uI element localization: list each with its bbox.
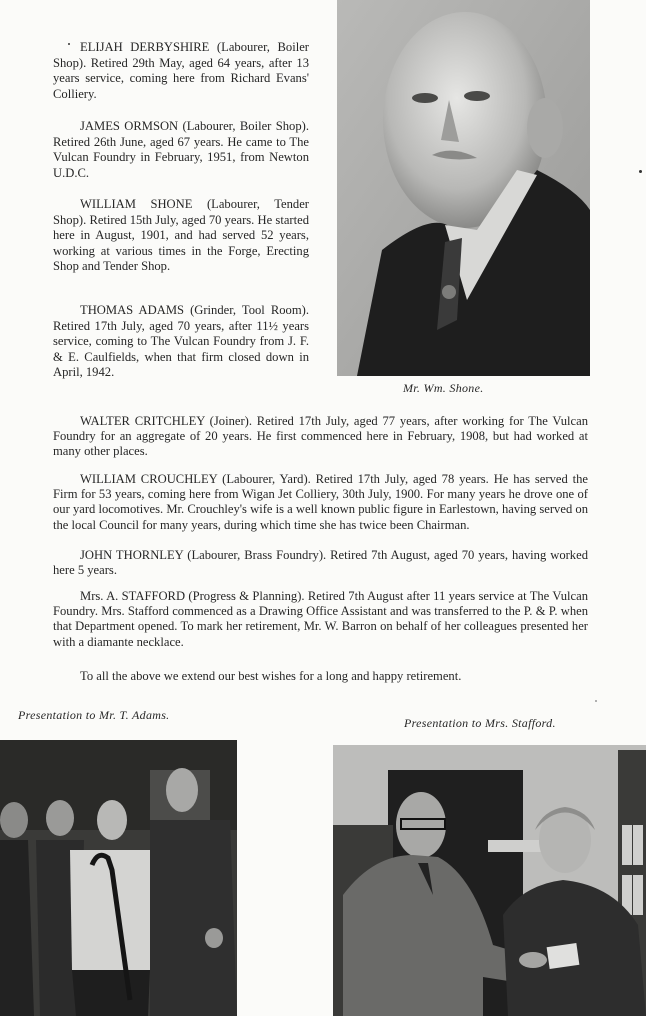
entry-mrs-stafford: Mrs. A. STAFFORD (Progress & Planning). Retired 7th August after 11 years service at The Vulcan Foundry. Mrs. Stafford commenced as a Drawing Office Assistant and was transferred to the P. & P. when that Department opened. To mark her retirement, Mr. W. Barron on behalf of her colleagues presented her with a diamante necklace. xyxy=(53,589,588,649)
caption-wm-shone: Mr. Wm. Shone. xyxy=(403,381,484,395)
entry-john-thornley: JOHN THORNLEY (Labourer, Brass Foundry). Retired 7th August, aged 70 years, having worked here 5 years. xyxy=(53,548,588,578)
adams-group-image xyxy=(0,740,237,1016)
caption-presentation-stafford: Presentation to Mrs. Stafford. xyxy=(404,716,556,730)
portrait-photo-wm-shone xyxy=(337,0,590,376)
photo-presentation-stafford xyxy=(333,745,646,1016)
closing-wishes: To all the above we extend our best wishes for a long and happy retirement. xyxy=(80,669,462,683)
print-speck xyxy=(639,170,642,173)
print-speck xyxy=(68,43,70,45)
print-speck xyxy=(595,700,597,702)
portrait-image xyxy=(337,0,590,376)
photo-presentation-adams xyxy=(0,740,237,1016)
entry-elijah-derbyshire: ELIJAH DERBYSHIRE (Labourer, Boiler Shop). Retired 29th May, aged 64 years, after 13 years service, coming here from Richard Evans' Colliery. xyxy=(53,40,309,101)
entry-walter-critchley: WALTER CRITCHLEY (Joiner). Retired 17th July, aged 77 years, after working for The Vulcan Foundry for an aggregate of 20 years. He first commenced here in February, 1908, but had worked at many other places. xyxy=(53,414,588,459)
stafford-presentation-image xyxy=(333,745,646,1016)
entry-thomas-adams: THOMAS ADAMS (Grinder, Tool Room). Retired 17th July, aged 70 years, after 11½ years service, coming to The Vulcan Foundry from J. F. & E. Caulfields, when that firm closed down in April, 1942. xyxy=(53,303,309,380)
entry-james-ormson: JAMES ORMSON (Labourer, Boiler Shop). Retired 26th June, aged 67 years. He came to The Vulcan Foundry in February, 1951, from Newton U.D.C. xyxy=(53,119,309,180)
caption-presentation-adams: Presentation to Mr. T. Adams. xyxy=(18,708,170,722)
entry-william-crouchley: WILLIAM CROUCHLEY (Labourer, Yard). Retired 17th July, aged 78 years. He has served the Firm for 53 years, coming here from Wigan Jet Colliery, 30th July, 1900. For many years he drove one of our yard locomotives. Mr. Crouchley's wife is a well known public figure in Earlestown, having served on the local Council for many years, during which time she has twice been Chairman. xyxy=(53,472,588,532)
entry-william-shone: WILLIAM SHONE (Labourer, Tender Shop). Retired 15th July, aged 70 years. He started here in August, 1901, and had served 52 years, working at various times in the Forge, Erecting Shop and Tender Shop. xyxy=(53,197,309,274)
